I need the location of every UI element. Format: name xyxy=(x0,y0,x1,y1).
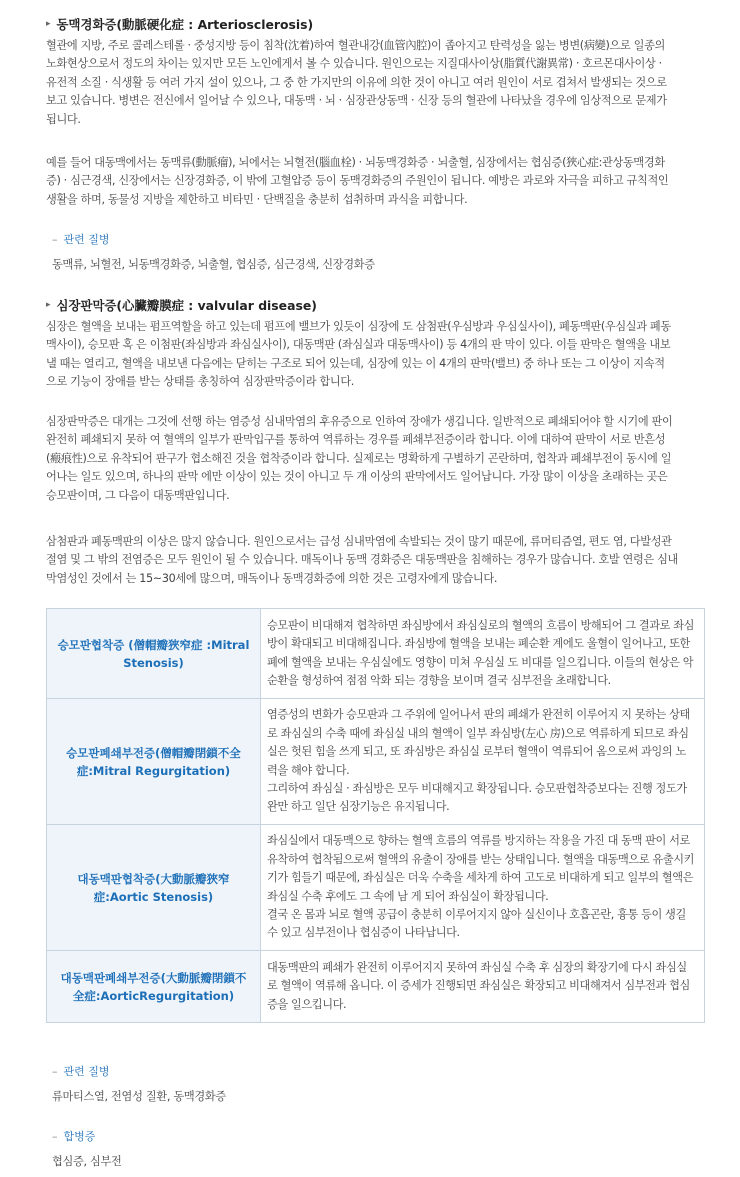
text-line: 결국 온 몸과 뇌로 혈액 공급이 충분히 이루어지지 않아 실신이나 호흡곤란, 흉통 등이 생길 xyxy=(267,907,686,921)
row-header-line: 대동맥판협착증(大動脈瓣狹窄 xyxy=(77,871,230,886)
dash-icon: – xyxy=(52,232,58,246)
text-line: 좌심실에서 대동맥으로 향하는 혈액 흐름의 역류를 방지하는 작용을 가진 대 동맥 판이 서로 xyxy=(267,834,690,848)
text-line: 보고 있습니다. 병변은 전신에서 일어날 수 있으나, 대동맥 · 뇌 · 심장관상동맥 · 신장 등의 혈관에 나타났을 경우에 임상적으로 문제가 xyxy=(46,94,667,108)
valve-disease-table xyxy=(46,608,705,1023)
complications-label xyxy=(52,1128,95,1144)
text-line: 막염성인 것에서 는 15~30세에 많으며, 매독이나 동맥경화증에 의한 것은 고령자에게 많습니다. xyxy=(46,571,498,585)
text-line: 승모판이 비대해져 협착하면 좌심방에서 좌심실로의 혈액의 흐름이 방해되어 그 결과로 좌심 xyxy=(267,618,695,632)
row-header-line: 症:Mitral Regurgitation) xyxy=(76,763,231,778)
text-line: 으로 기능이 장애를 받는 상태를 총칭하여 심장판막증이라 합니다. xyxy=(46,375,354,389)
valvular-paragraph-3 xyxy=(46,533,706,588)
text-line: 대동맥판의 폐쇄가 완전히 이루어지지 못하여 좌심실 수축 후 심장의 확장기에 다시 좌심실 xyxy=(267,960,687,974)
text-line: 혈관에 지방, 주로 콜레스테롤 · 중성지방 등이 침착(沈着)하여 혈관내강(血管內腔)이 좁아지고 탄력성을 잃는 병변(病變)으로 일종의 xyxy=(46,39,665,52)
text-line: 완전히 폐쇄되지 못하 여 혈액의 일부가 판막입구를 통하여 역류하는 경우를 폐쇄부전증이라 합니다. 이에 대하여 판막이 서로 반흔성 xyxy=(46,433,666,447)
dash-icon: – xyxy=(52,1064,58,1078)
text-line: 그리하여 좌심실 · 좌심방은 모두 비대해지고 확장됩니다. 승모판협착증보다는 진행 정도가 xyxy=(267,781,687,795)
complications-list: 협심증, 심부전 xyxy=(52,1155,122,1168)
text-line: 방이 확대되고 비대해집니다. 좌심방에 혈액을 보내는 폐순환 계에도 울혈이 일어나고, 또한 xyxy=(267,637,690,651)
text-line: 삼첨판과 폐동맥판의 이상은 많지 않습니다. 원인으로서는 급성 심내막염에 속발되는 것이 많기 때문에, 류머티즘열, 편도 염, 다발성관 xyxy=(46,535,672,548)
text-line: 기가 힘들기 때문에, 좌심실은 더욱 수축을 세차게 하여 고도로 비대하게 되고 일부의 혈액은 xyxy=(267,871,694,885)
row-header-line: 全症:AorticRegurgitation) xyxy=(72,988,235,1003)
text-line: 심장은 혈액을 보내는 펌프역할을 하고 있는데 펌프에 밸브가 있듯이 심장에 도 삼첨판(우심방과 우심실사이), 폐동맥판(우심실과 폐동 xyxy=(46,320,671,333)
text-line: 어나는 일도 있으며, 하나의 판막 에만 이상이 있는 것이 아니고 두 개 이상의 판막에서도 일어납니다. 가장 많이 이상을 초래하는 곳은 xyxy=(46,470,668,484)
table-row-header xyxy=(47,951,261,1023)
section-title-arteriosclerosis xyxy=(46,15,313,33)
section-title-text: 동맥경화증(動脈硬化症 : Arteriosclerosis) xyxy=(56,17,314,32)
table-row-description xyxy=(261,825,705,951)
text-line: 폐에 혈액을 보내는 우심실에도 영향이 미쳐 우심실 도 비대를 일으킵니다. 이들의 현상은 악 xyxy=(267,655,694,669)
text-line: 순환을 형성하여 점점 악화 되는 경향을 보이며 결국 심부전을 초래합니다. xyxy=(267,673,611,687)
text-line: 유착하여 협착됨으로써 혈액의 유출이 장애를 받는 상태입니다. 혈액을 대동맥으로 유출시키 xyxy=(267,852,695,866)
row-header-line: 症:Aortic Stenosis) xyxy=(93,889,214,904)
related-label-text: 관련 질병 xyxy=(63,1065,110,1078)
text-line: 수 있고 심부전이나 협심증이 나타납니다. xyxy=(267,926,460,940)
text-line: 생활을 하며, 동물성 지방을 제한하고 비타민 · 단백질을 충분히 섭취하며 과식을 피합니다. xyxy=(46,192,468,206)
text-line: 예를 들어 대동맥에서는 동맥류(動脈瘤), 뇌에서는 뇌혈전(腦血栓) · 뇌동맥경화증 · 뇌출혈, 심장에서는 협심증(狹心症:관상동맥경화 xyxy=(46,156,665,169)
text-line: 낼 때는 열리고, 혈액을 내보낸 다음에는 닫히는 구조로 되어 있는데, 심장에 있는 이 4개의 판막(밸브) 중 하나 또는 그 이상이 지속적 xyxy=(46,356,665,370)
related-diseases-list: 류마티스열, 전염성 질환, 동맥경화증 xyxy=(52,1090,226,1103)
arteriosclerosis-paragraph-1 xyxy=(46,37,706,129)
text-line: 력을 해야 합니다. xyxy=(267,763,350,777)
text-line: 맥사이), 승모판 혹 은 이첨판(좌심방과 좌심실사이), 대동맥판 (좌심실과 대동맥사이) 등 4개의 판 막이 있다. 이들 판막은 혈액을 내보 xyxy=(46,338,671,352)
table-row-header xyxy=(47,825,261,951)
table-row xyxy=(47,609,705,699)
text-line: 로 혈액이 역류해 옵니다. 이 증세가 진행되면 좌심실은 확장되고 비대해져서 심부전과 협심 xyxy=(267,979,690,993)
text-line: 됩니다. xyxy=(46,112,81,126)
section-title-text: 심장판막증(心臟瓣膜症 : valvular disease) xyxy=(56,298,317,313)
valvular-paragraph-1 xyxy=(46,318,706,392)
text-line: 완만 하고 일단 심장기능은 유지됩니다. xyxy=(267,800,450,814)
table-row-description xyxy=(261,699,705,825)
text-line: 좌심실 수축 후에도 그 속에 남 게 되어 좌심실이 확장됩니다. xyxy=(267,889,549,903)
row-header-line: Stenosis) xyxy=(123,655,184,670)
related-label-text: 관련 질병 xyxy=(63,233,110,246)
text-line: 승모판이며, 그 다음이 대동맥판입니다. xyxy=(46,488,230,502)
text-line: 염증성의 변화가 승모판과 그 주위에 일어나서 판의 폐쇄가 완전히 이루어지 지 못하는 상태 xyxy=(267,708,690,722)
related-diseases-label xyxy=(52,1063,110,1079)
table-row-header xyxy=(47,609,261,699)
text-line: 절염 및 그 밖의 전염증은 모두 원인이 될 수 있습니다. 매독이나 동맥 경화증은 대동맥판을 침해하는 경우가 많습니다. 호발 연령은 심내 xyxy=(46,553,679,567)
text-line: 심장판막증은 대개는 그것에 선행 하는 염증성 심내막염의 후유증으로 인하여 장애가 생깁니다. 일반적으로 폐쇄되어야 할 시기에 판이 xyxy=(46,415,673,428)
text-line: (瘢痕性)으로 유착되어 판구가 협소해진 것을 협착증이라 합니다. 실제로는 명확하게 구별하기 곤란하며, 협착과 폐쇄부전이 동시에 일 xyxy=(46,451,672,465)
complications-label-text: 합병증 xyxy=(63,1130,96,1143)
dash-icon: – xyxy=(52,1129,58,1143)
table-row xyxy=(47,699,705,825)
text-line: 증) · 심근경색, 신장에서는 신장경화증, 이 밖에 고혈압증 등이 동맥경화증의 주원인이 됩니다. 예방은 과로와 자극을 피하고 규칙적인 xyxy=(46,174,669,188)
row-header-line: 승모판폐쇄부전증(僧帽瓣閉鎖不全 xyxy=(66,745,241,760)
text-line: 노화현상으로서 정도의 차이는 있지만 모든 노인에게서 볼 수 있습니다. 원인으로는 지질대사이상(脂質代謝異常) · 호르몬대사이상 · xyxy=(46,57,662,71)
table-row-description xyxy=(261,609,705,699)
arteriosclerosis-paragraph-2 xyxy=(46,154,706,209)
row-header-line: 대동맥판폐쇄부전증(大動脈瓣閉鎖不 xyxy=(60,970,247,985)
table-row-header xyxy=(47,699,261,825)
related-diseases-label xyxy=(52,231,110,247)
text-line: 증을 일으킵니다. xyxy=(267,997,347,1011)
related-diseases-list: 동맥류, 뇌혈전, 뇌동맥경화증, 뇌출혈, 협심증, 심근경색, 신장경화증 xyxy=(52,258,375,271)
section-title-valvular xyxy=(46,296,317,314)
table-row xyxy=(47,951,705,1023)
text-line: 로 좌심실의 수축 때에 좌심실 내의 혈액이 일부 좌심방(左心 房)으로 역류하게 되므로 좌심 xyxy=(267,726,689,740)
text-line: 유전적 소질 · 식생활 등 여러 가지 설이 있으나, 그 중 한 가지만의 이유에 의한 것이 아니고 여러 원인이 서로 겹쳐서 발생되는 것으로 xyxy=(46,75,667,89)
table-row xyxy=(47,825,705,951)
text-line: 실은 헛된 힘을 쓰게 되고, 또 좌심방은 좌심실 로부터 혈액이 역류되어 옴으로써 과잉의 노 xyxy=(267,745,686,759)
row-header-line: 승모판협착증 (僧帽瓣狹窄症 :Mitral xyxy=(57,637,250,652)
table-row-description xyxy=(261,951,705,1023)
arrow-bullet-icon: ▸ xyxy=(46,300,51,310)
valvular-paragraph-2 xyxy=(46,413,706,505)
arrow-bullet-icon: ▸ xyxy=(46,19,51,29)
